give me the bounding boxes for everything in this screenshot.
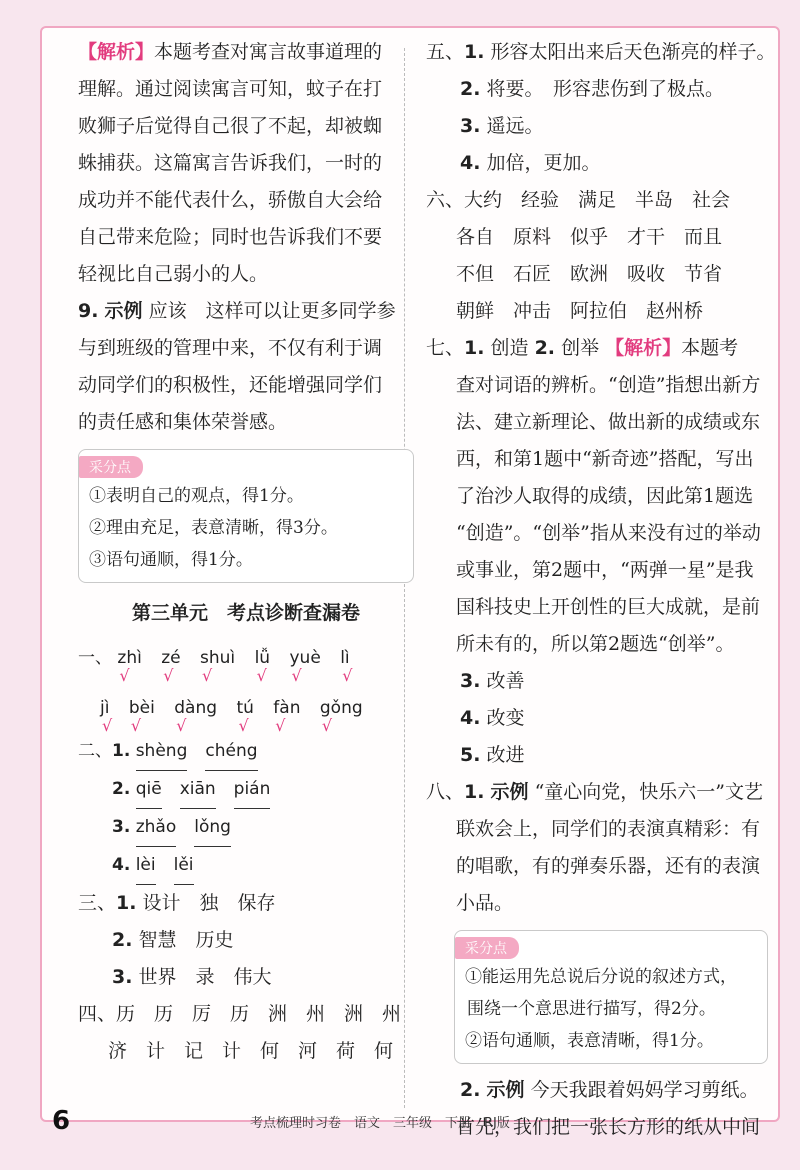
check-icon: √ — [256, 666, 267, 685]
scoring-item: ③语句通顺，得1分。 — [89, 550, 253, 570]
section-7-line — [426, 663, 768, 700]
left-column — [78, 34, 414, 1070]
q9-text: 应该 这样可以让更多同学参 — [148, 300, 396, 322]
pinyin-answer: yuè √ — [289, 633, 320, 683]
section-4-line: 济 计 记 计 何 河 荷 何 — [108, 1040, 394, 1062]
q9-line: 动同学们的积极性，还能增强同学们 — [78, 374, 383, 396]
section-6-line: 不但 石匠 欧洲 吸收 节省 — [456, 263, 723, 285]
scoring-item: ②理由充足，表意清晰，得3分。 — [89, 518, 338, 538]
scoring-label: 采分点 — [455, 937, 519, 959]
unit-title: 第三单元 考点诊断查漏卷 — [131, 602, 360, 624]
q9-line: 与到班级的管理中来，不仅有利于调 — [78, 337, 383, 359]
pinyin-answer: zé √ — [161, 633, 180, 683]
pinyin-word: xiān — [180, 771, 216, 809]
item-number: 1. — [464, 41, 485, 63]
answer-text: 世界 录 伟大 — [138, 966, 272, 988]
analysis-line: 国科技史上开创性的巨大成就，是前 — [456, 596, 761, 618]
analysis-text: 本题考查对寓言故事道理的 — [154, 41, 383, 63]
section-6-number: 六、 — [426, 189, 465, 211]
section-2-number: 二、 — [78, 741, 112, 761]
answer-text: 改善 — [486, 670, 525, 692]
section-8-number: 八、 — [426, 781, 465, 803]
section-8-line: 联欢会上，同学们的表演真精彩：有 — [456, 818, 761, 840]
section-5-number: 五、 — [426, 41, 465, 63]
pinyin-word: chéng — [205, 733, 257, 771]
section-7-number: 七、 — [426, 337, 465, 359]
item-number: 3. — [460, 115, 481, 137]
section-6-line: 朝鲜 冲击 阿拉伯 赵州桥 — [456, 300, 704, 322]
section-8-line: 小品。 — [456, 892, 514, 914]
analysis-line — [78, 34, 414, 71]
section-2-line — [78, 847, 414, 885]
scoring-item: ①表明自己的观点，得1分。 — [89, 486, 304, 506]
answer-text: 历 历 厉 历 洲 州 洲 州 — [116, 1003, 402, 1025]
answer-text: 遥远。 — [486, 115, 544, 137]
section-8-line: 的唱歌，有的弹奏乐器，还有的表演 — [456, 855, 761, 877]
section-5-line — [426, 34, 776, 71]
answer-text: 大约 经验 满足 半岛 社会 — [464, 189, 731, 211]
item-number: 2. — [460, 78, 481, 100]
scoring-item: 围绕一个意思进行描写，得2分。 — [467, 999, 716, 1019]
section-7-line — [426, 700, 768, 737]
answer-text: 加倍，更加。 — [486, 152, 601, 174]
section-2-line — [78, 771, 414, 809]
item-number: 2. — [534, 337, 556, 359]
answer-text: 将要。 形容悲伤到了极点。 — [486, 78, 725, 100]
check-icon: √ — [130, 716, 142, 735]
example-label: 示例 — [490, 781, 529, 803]
item-number: 2. — [460, 1079, 481, 1101]
section-3-line — [78, 959, 414, 996]
analysis-line: 蛛捕获。这篇寓言告诉我们，一时的 — [78, 152, 383, 174]
analysis-line: 轻视比自己弱小的人。 — [78, 263, 269, 285]
item-number: 1. — [464, 781, 485, 803]
right-column — [426, 34, 776, 1146]
item-number: 5. — [460, 744, 481, 766]
pinyin-word: shèng — [136, 733, 188, 771]
section-3-number: 三、 — [78, 892, 117, 914]
page-number: 6 — [52, 1106, 71, 1136]
answer-text: 改进 — [486, 744, 525, 766]
footer-text: 考点梳理时习卷 语文 三年级 下册 RJ版 — [250, 1116, 510, 1131]
answer-text: 创造 — [490, 337, 529, 359]
analysis-line: 西，和第1题中“新奇迹”搭配，写出 — [456, 448, 754, 470]
q9-line: 的责任感和集体荣誉感。 — [78, 411, 288, 433]
pinyin-word: lěi — [174, 847, 194, 885]
answer-text: 形容太阳出来后天色渐亮的样子。 — [490, 41, 776, 63]
section-3-line — [78, 922, 414, 959]
pinyin-answer: tú √ — [236, 683, 253, 733]
item-number: 2. — [112, 779, 131, 799]
section-4-number: 四、 — [78, 1003, 117, 1025]
scoring-box — [78, 449, 414, 583]
answer-text: 改变 — [486, 707, 525, 729]
analysis-line: 理解。通过阅读寓言可知，蚊子在打 — [78, 78, 383, 100]
check-icon: √ — [176, 716, 187, 735]
scoring-item: ②语句通顺，表意清晰，得1分。 — [465, 1031, 714, 1051]
item-number: 3. — [112, 966, 133, 988]
answer-text: 今天我跟着妈妈学习剪纸。 — [530, 1079, 759, 1101]
item-number: 2. — [112, 929, 133, 951]
analysis-line: 自己带来危险；同时也告诉我们不要 — [78, 226, 383, 248]
pinyin-answer: lǚ √ — [255, 633, 271, 683]
check-icon: √ — [291, 666, 302, 685]
check-icon: √ — [202, 666, 213, 685]
answer-text: 智慧 历史 — [138, 929, 234, 951]
section-7-line — [426, 737, 768, 774]
section-6-line — [426, 182, 768, 219]
check-icon: √ — [238, 716, 249, 735]
analysis-line: 了治沙人取得的成绩，因此第1题选 — [456, 485, 754, 507]
answer-text: “童心向党，快乐六一”文艺 — [534, 781, 764, 803]
section-1-number: 一、 — [78, 648, 112, 668]
section-1-row — [78, 633, 414, 683]
check-icon: √ — [119, 666, 130, 685]
answer-text: 设计 独 保存 — [142, 892, 276, 914]
analysis-text: 本题考 — [681, 337, 739, 359]
item-number: 4. — [112, 855, 131, 875]
section-8-line — [426, 774, 768, 811]
q9-example-label: 示例 — [104, 300, 143, 322]
section-5-line — [426, 108, 768, 145]
section-4-line — [78, 996, 414, 1033]
check-icon: √ — [342, 666, 353, 685]
check-icon: √ — [102, 716, 113, 735]
analysis-line: 败狮子后觉得自己很了不起，却被蜘 — [78, 115, 383, 137]
pinyin-word: qiē — [136, 771, 162, 809]
analysis-tag: 【解析】 — [605, 337, 682, 359]
answer-text: 创举 — [561, 337, 600, 359]
analysis-line: 所未有的，所以第2题选“创举”。 — [456, 633, 735, 655]
analysis-line: 法、建立新理论、做出新的成绩或东 — [456, 411, 761, 433]
scoring-box — [454, 930, 768, 1064]
pinyin-word: lèi — [136, 847, 156, 885]
section-5-line — [426, 71, 768, 108]
item-number: 1. — [116, 892, 137, 914]
item-number: 1. — [464, 337, 485, 359]
check-icon: √ — [275, 716, 286, 735]
q9-number: 9. — [78, 300, 99, 322]
section-6-line: 各自 原料 似乎 才干 而且 — [456, 226, 723, 248]
item-number: 3. — [460, 670, 481, 692]
pinyin-answer: lì √ — [340, 633, 349, 683]
check-icon: √ — [163, 666, 174, 685]
pinyin-word: pián — [234, 771, 271, 809]
item-number: 3. — [112, 817, 131, 837]
pinyin-answer: jì √ — [100, 683, 109, 733]
pinyin-word: lǒng — [194, 809, 231, 847]
pinyin-answer: fàn √ — [273, 683, 300, 733]
section-1-row — [78, 683, 414, 733]
analysis-line: 或事业，第2题中，“两弹一星”是我 — [456, 559, 754, 581]
section-8-line: 首先，我们把一张长方形的纸从中间 — [456, 1116, 761, 1138]
scoring-label: 采分点 — [79, 456, 143, 478]
pinyin-answer: bèi √ — [129, 683, 155, 733]
section-5-line — [426, 145, 768, 182]
q9-line — [78, 293, 414, 330]
section-2-line — [78, 809, 414, 847]
pinyin-answer: dàng √ — [174, 683, 217, 733]
analysis-line: 查对词语的辨析。“创造”指想出新方 — [456, 374, 761, 396]
analysis-line: 成功并不能代表什么，骄傲自大会给 — [78, 189, 383, 211]
check-icon: √ — [321, 716, 333, 735]
example-label: 示例 — [486, 1079, 525, 1101]
section-7-line — [426, 330, 768, 367]
analysis-tag: 【解析】 — [78, 41, 155, 63]
pinyin-answer: gǒng √ — [320, 683, 363, 733]
item-number: 4. — [460, 152, 481, 174]
analysis-line: “创造”。“创举”指从来没有过的举动 — [456, 522, 761, 544]
pinyin-word: zhǎo — [136, 809, 177, 847]
item-number: 4. — [460, 707, 481, 729]
pinyin-answer: zhì √ — [117, 633, 141, 683]
item-number: 1. — [112, 741, 131, 761]
pinyin-answer: shuì √ — [200, 633, 235, 683]
section-3-line — [78, 885, 414, 922]
scoring-item: ①能运用先总说后分说的叙述方式， — [465, 967, 737, 987]
section-8-line — [426, 1072, 768, 1109]
